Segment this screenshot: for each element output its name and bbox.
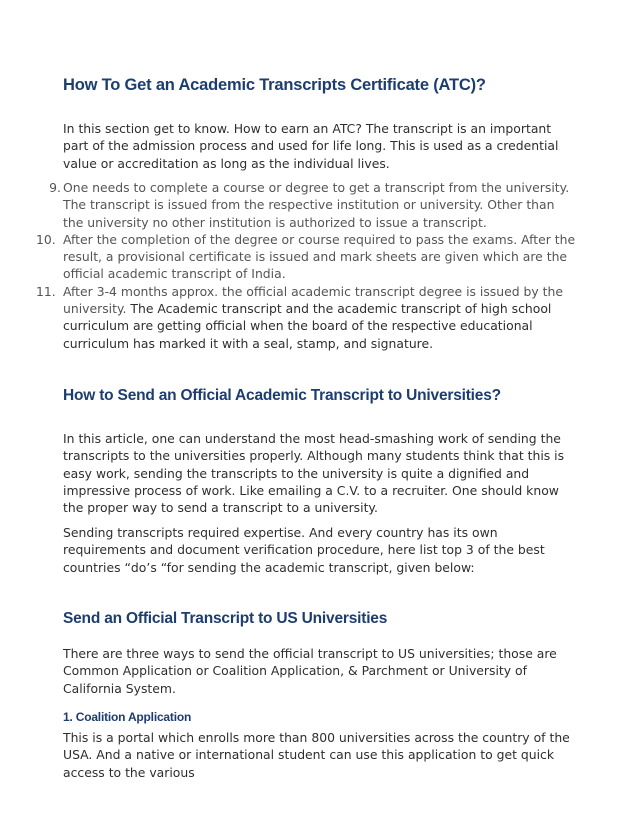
list-item-text: One needs to complete a course or degree to get a transcript from the university. The transcript is issued from the respective institution or university. Other than the university no other institution is authorized to issue a transcript. <box>63 180 570 230</box>
list-item-text: After the completion of the degree or course required to pass the exams. After the result, a provisional certificate is issued and mark sheets are given which are the official academic transcript of India. <box>63 231 576 282</box>
list-item <box>49 179 578 231</box>
section-heading-send-transcript: How to Send an Official Academic Transcript to Universities? <box>63 387 501 404</box>
list-item <box>36 231 578 283</box>
coalition-paragraph: This is a portal which enrolls more than 800 universities across the country of the USA. And a native or international student can use this application to get quick access to the various <box>63 730 570 780</box>
list-number: 9. <box>49 180 61 195</box>
section-heading-atc: How To Get an Academic Transcripts Certificate (ATC)? <box>63 76 486 94</box>
atc-steps-list <box>36 179 578 352</box>
atc-intro-paragraph: In this section get to know. How to earn an ATC? The transcript is an important part of the admission process and used for life long. This is used as a credential value or accreditation as long as the individual lives. <box>63 121 559 171</box>
expertise-paragraph: Sending transcripts required expertise. And every country has its own requirements and document verification procedure, here list top 3 of the best countries “do’s “for sending the academic transcript, given below: <box>63 525 545 575</box>
list-item-text-continued: The Academic transcript and the academic transcript of high school curriculum are getting official when the board of the respective educational curriculum has marked it with a seal, stamp, and signature. <box>63 301 552 351</box>
list-number: 11. <box>36 283 56 299</box>
us-ways-paragraph: There are three ways to send the official transcript to US universities; those are Common Application or Coalition Application, & Parchment or University of California System. <box>63 646 557 696</box>
list-number: 10. <box>36 231 56 247</box>
list-item-text: After 3-4 months approx. the official academic transcript degree is issued by the university. <box>63 283 564 317</box>
section-heading-us-universities: Send an Official Transcript to US Universities <box>63 610 388 627</box>
list-item <box>36 283 578 352</box>
send-transcript-paragraph: In this article, one can understand the most head-smashing work of sending the transcripts to the universities properly. Although many students think that this is easy work, sending the transcripts to the university is quite a dignified and impressive process of work. Like emailing a C.V. to a recruiter. One should know the proper way to send a transcript to a university. <box>63 431 565 516</box>
subheading-coalition-application: 1. Coalition Application <box>63 710 192 724</box>
